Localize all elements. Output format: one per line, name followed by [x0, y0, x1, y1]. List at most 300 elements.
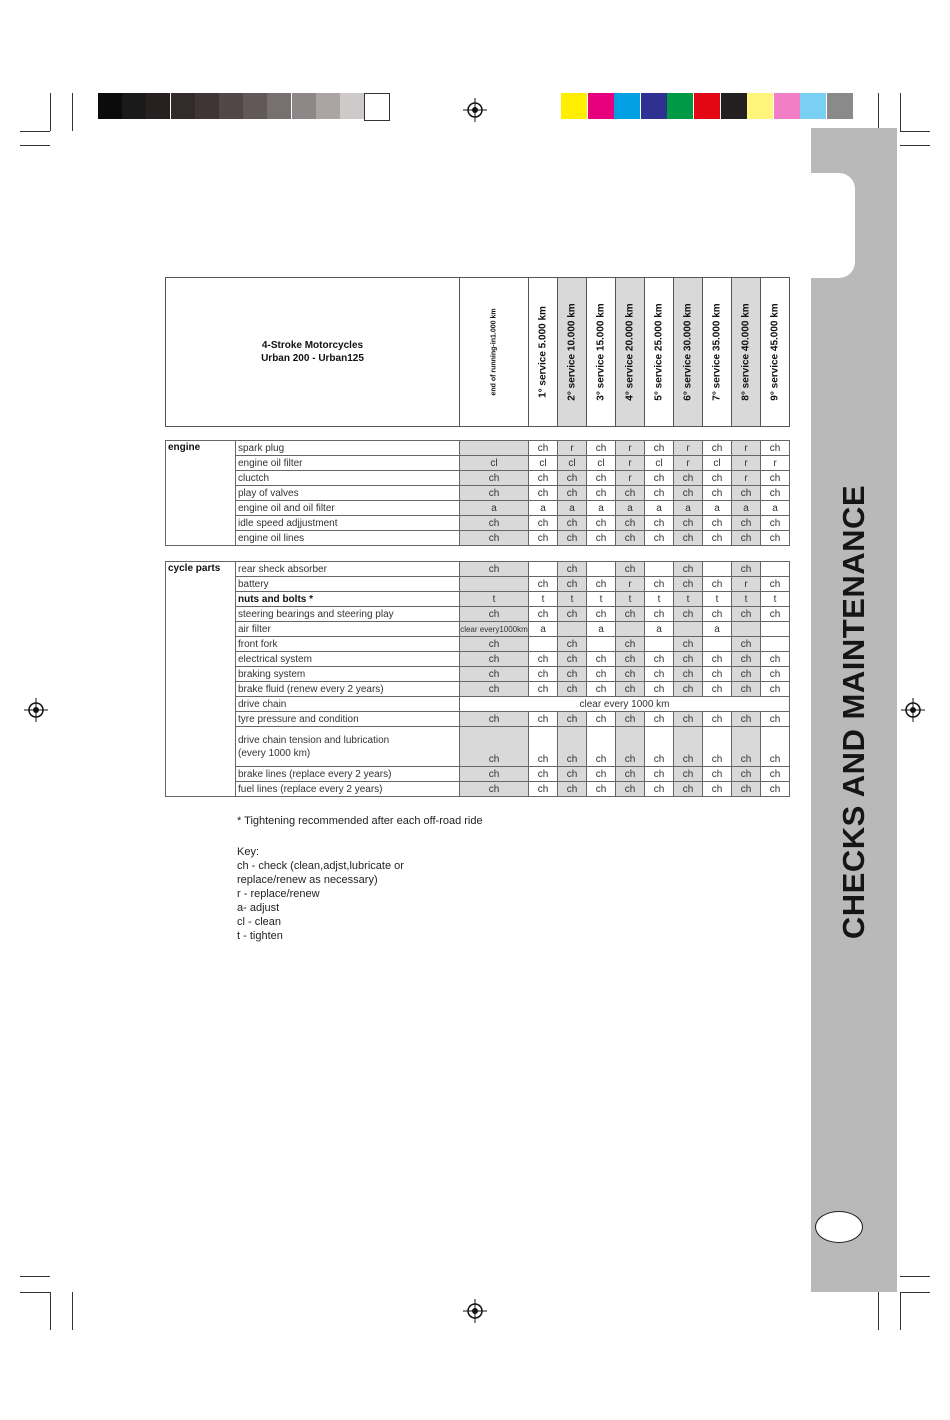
schedule-cell: a [645, 622, 674, 637]
schedule-cell: ch [529, 516, 558, 531]
table-row [166, 592, 790, 607]
schedule-cell: ch [616, 562, 645, 577]
schedule-cell: a [645, 501, 674, 516]
schedule-cell: ch [587, 767, 616, 782]
header-title-line2: Urban 200 - Urban125 [261, 353, 364, 364]
schedule-cell: a [616, 501, 645, 516]
schedule-cell: ch [587, 667, 616, 682]
schedule-cell: t [587, 592, 616, 607]
schedule-cell: a [529, 501, 558, 516]
schedule-cell: ch [674, 652, 703, 667]
header-column-label: 4° service 20.000 km [624, 303, 636, 401]
schedule-cell: ch [587, 727, 616, 767]
schedule-cell: ch [529, 486, 558, 501]
key-line: r - replace/renew [237, 888, 320, 900]
schedule-cell: ch [460, 682, 529, 697]
gray-swatch [316, 93, 340, 119]
item-name-line: drive chain tension and lubrication [238, 734, 390, 746]
category-label: cycle parts [166, 562, 236, 797]
table-row [166, 667, 790, 682]
key-line: ch - check (clean,adjst,lubricate or [237, 860, 404, 872]
schedule-cell: ch [761, 607, 790, 622]
schedule-cell: ch [529, 441, 558, 456]
schedule-cell: ch [558, 471, 587, 486]
schedule-cell: ch [674, 712, 703, 727]
header-column-label: 8° service 40.000 km [740, 303, 752, 401]
schedule-cell: ch [587, 516, 616, 531]
schedule-cell: ch [460, 767, 529, 782]
header-column-label: 2° service 10.000 km [566, 303, 578, 401]
gray-swatch [243, 93, 267, 119]
schedule-cell: t [761, 592, 790, 607]
registration-mark-top [463, 98, 487, 122]
schedule-cell: ch [703, 516, 732, 531]
schedule-cell: ch [645, 607, 674, 622]
schedule-cell: t [732, 592, 761, 607]
schedule-cell: ch [616, 531, 645, 546]
registration-mark-right [901, 698, 925, 722]
schedule-cell: ch [460, 637, 529, 652]
color-swatch [800, 93, 826, 119]
item-name: front fork [236, 637, 460, 652]
schedule-cell: ch [616, 652, 645, 667]
schedule-cell: ch [460, 607, 529, 622]
schedule-cell: ch [529, 782, 558, 797]
header-column-cell [558, 278, 587, 427]
schedule-cell: ch [529, 767, 558, 782]
schedule-cell: ch [732, 712, 761, 727]
schedule-cell: r [674, 441, 703, 456]
gray-swatch [122, 93, 146, 119]
header-column-label: 1° service 5.000 km [537, 306, 549, 398]
schedule-cell: ch [529, 531, 558, 546]
schedule-cell: ch [558, 531, 587, 546]
sidebar-tab-notch [811, 173, 855, 278]
schedule-cell: ch [529, 577, 558, 592]
schedule-cell: ch [703, 712, 732, 727]
registration-mark-left [24, 698, 48, 722]
schedule-cell: ch [558, 767, 587, 782]
schedule-cell [460, 441, 529, 456]
schedule-cell: ch [645, 727, 674, 767]
schedule-cell: r [616, 471, 645, 486]
schedule-cell [761, 622, 790, 637]
schedule-cell: ch [761, 531, 790, 546]
schedule-cell: ch [558, 727, 587, 767]
schedule-cell: ch [616, 782, 645, 797]
color-swatch [588, 93, 614, 119]
schedule-cell: t [616, 592, 645, 607]
table-row [166, 682, 790, 697]
schedule-cell: ch [616, 767, 645, 782]
schedule-cell [703, 562, 732, 577]
schedule-cell: ch [529, 652, 558, 667]
schedule-cell: ch [529, 727, 558, 767]
header-column-cell [616, 278, 645, 427]
schedule-cell [460, 577, 529, 592]
schedule-cell: cl [703, 456, 732, 471]
schedule-cell: ch [674, 607, 703, 622]
schedule-cell [529, 637, 558, 652]
schedule-cell: r [674, 456, 703, 471]
item-name: engine oil filter [236, 456, 460, 471]
schedule-cell: ch [645, 531, 674, 546]
table-row [166, 697, 790, 712]
schedule-cell: cl [558, 456, 587, 471]
schedule-cell: ch [558, 577, 587, 592]
schedule-cell: ch [460, 652, 529, 667]
schedule-cell: ch [703, 682, 732, 697]
schedule-cell: ch [645, 471, 674, 486]
schedule-cell: ch [616, 637, 645, 652]
schedule-cell: ch [529, 682, 558, 697]
schedule-cell [703, 637, 732, 652]
schedule-cell: a [703, 622, 732, 637]
table-row [166, 531, 790, 546]
schedule-cell: cl [460, 456, 529, 471]
schedule-cell: ch [645, 441, 674, 456]
table-row [166, 516, 790, 531]
schedule-cell [558, 622, 587, 637]
schedule-cell: cl [645, 456, 674, 471]
schedule-cell [616, 622, 645, 637]
header-column-cell [645, 278, 674, 427]
schedule-cell: ch [460, 712, 529, 727]
table-row [166, 501, 790, 516]
schedule-cell: ch [703, 577, 732, 592]
color-swatch [641, 93, 667, 119]
schedule-cell: ch [732, 607, 761, 622]
header-column-cell [761, 278, 790, 427]
key-line: a- adjust [237, 902, 280, 914]
schedule-cell: ch [703, 652, 732, 667]
schedule-cell: ch [460, 531, 529, 546]
schedule-cell: t [558, 592, 587, 607]
item-name: play of valves [236, 486, 460, 501]
schedule-cell: ch [761, 652, 790, 667]
table-row [166, 712, 790, 727]
schedule-cell: ch [460, 667, 529, 682]
footnote: * Tightening recommended after each off-road ride [237, 815, 483, 827]
section-title: CHECKS AND MAINTENANCE [836, 484, 871, 940]
schedule-cell: ch [674, 531, 703, 546]
table-row [166, 652, 790, 667]
table-row [166, 562, 790, 577]
schedule-cell: ch [616, 712, 645, 727]
schedule-cell: ch [674, 637, 703, 652]
item-name: battery [236, 577, 460, 592]
header-title-cell [166, 278, 460, 427]
schedule-cell [645, 562, 674, 577]
header-column-label: 3° service 15.000 km [595, 303, 607, 401]
schedule-cell: a [529, 622, 558, 637]
schedule-cell: ch [460, 471, 529, 486]
schedule-cell: ch [587, 471, 616, 486]
key-line: t - tighten [237, 930, 283, 942]
schedule-cell: ch [587, 782, 616, 797]
item-name: cluctch [236, 471, 460, 486]
item-name: rear sheck absorber [236, 562, 460, 577]
gray-swatch [340, 93, 364, 119]
schedule-cell: ch [761, 767, 790, 782]
schedule-cell [761, 562, 790, 577]
table-row [166, 471, 790, 486]
schedule-cell: ch [674, 516, 703, 531]
schedule-cell: ch [761, 516, 790, 531]
schedule-cell: ch [616, 516, 645, 531]
schedule-cell: ch [587, 486, 616, 501]
schedule-cell: ch [460, 486, 529, 501]
schedule-cell: ch [732, 682, 761, 697]
schedule-cell: ch [732, 637, 761, 652]
schedule-cell: ch [761, 577, 790, 592]
table-row [166, 727, 790, 767]
table-row [166, 637, 790, 652]
schedule-cell: ch [674, 471, 703, 486]
schedule-cell: ch [732, 767, 761, 782]
table-row [166, 456, 790, 471]
schedule-cell: ch [703, 607, 732, 622]
schedule-cell: ch [460, 782, 529, 797]
schedule-cell: ch [587, 441, 616, 456]
schedule-cell: ch [703, 782, 732, 797]
schedule-cell: ch [703, 486, 732, 501]
header-column-label: 7° service 35.000 km [711, 303, 723, 401]
schedule-cell: ch [761, 471, 790, 486]
schedule-cell: cl [529, 456, 558, 471]
schedule-cell: t [645, 592, 674, 607]
schedule-cell: ch [616, 607, 645, 622]
item-name: braking system [236, 667, 460, 682]
table-row [166, 622, 790, 637]
schedule-cell: ch [732, 727, 761, 767]
schedule-cell: ch [616, 667, 645, 682]
schedule-cell: ch [645, 516, 674, 531]
item-name: engine oil lines [236, 531, 460, 546]
schedule-cell: ch [616, 486, 645, 501]
schedule-cell: ch [761, 486, 790, 501]
header-column-label: 5° service 25.000 km [653, 303, 665, 401]
schedule-cell: a [587, 501, 616, 516]
schedule-cell: ch [732, 531, 761, 546]
schedule-cell: ch [732, 486, 761, 501]
header-column-cell [674, 278, 703, 427]
item-name: air filter [236, 622, 460, 637]
schedule-cell: cl [587, 456, 616, 471]
schedule-cell: ch [703, 441, 732, 456]
schedule-cell: ch [645, 577, 674, 592]
schedule-cell: ch [645, 652, 674, 667]
item-name: nuts and bolts * [236, 592, 460, 607]
schedule-cell: t [460, 592, 529, 607]
schedule-cell: a [558, 501, 587, 516]
schedule-cell: ch [529, 712, 558, 727]
color-swatch [667, 93, 693, 119]
schedule-cell: r [616, 577, 645, 592]
schedule-cell: ch [674, 682, 703, 697]
color-swatch [694, 93, 720, 119]
schedule-cell: ch [529, 667, 558, 682]
schedule-cell [587, 562, 616, 577]
schedule-cell: ch [732, 516, 761, 531]
schedule-cell [587, 637, 616, 652]
schedule-cell: a [587, 622, 616, 637]
schedule-cell: ch [558, 637, 587, 652]
gray-swatch [364, 93, 390, 121]
schedule-cell: t [674, 592, 703, 607]
header-column-cell [529, 278, 558, 427]
engine-maintenance-table [165, 440, 790, 546]
schedule-cell: ch [761, 441, 790, 456]
interval-note: clear every 1000 km [460, 697, 790, 712]
key-line: cl - clean [237, 916, 282, 928]
item-name: fuel lines (replace every 2 years) [236, 782, 460, 797]
schedule-cell: ch [761, 712, 790, 727]
item-name: steering bearings and steering play [236, 607, 460, 622]
schedule-cell: ch [703, 767, 732, 782]
header-title-line1: 4-Stroke Motorcycles [261, 340, 364, 351]
table-row [166, 607, 790, 622]
schedule-cell: ch [529, 607, 558, 622]
schedule-cell: r [732, 577, 761, 592]
schedule-cell: r [732, 471, 761, 486]
header-column-cell [460, 278, 529, 427]
item-name: engine oil and oil filter [236, 501, 460, 516]
schedule-cell: ch [558, 516, 587, 531]
schedule-cell: ch [674, 562, 703, 577]
schedule-cell: ch [558, 682, 587, 697]
schedule-cell: ch [558, 667, 587, 682]
header-column-label: 9° service 45.000 km [769, 303, 781, 401]
schedule-cell: ch [674, 767, 703, 782]
schedule-cell: ch [460, 727, 529, 767]
schedule-cell: ch [587, 531, 616, 546]
schedule-header-table [165, 277, 790, 427]
schedule-cell: ch [732, 782, 761, 797]
schedule-cell: ch [616, 727, 645, 767]
schedule-cell: ch [645, 767, 674, 782]
schedule-cell: ch [761, 727, 790, 767]
header-column-label: 6° service 30.000 km [682, 303, 694, 401]
header-column-label: end of running-in1.000 km [490, 308, 498, 396]
schedule-cell: ch [732, 667, 761, 682]
gray-swatch [292, 93, 316, 119]
schedule-cell: t [703, 592, 732, 607]
schedule-cell: ch [460, 562, 529, 577]
schedule-cell [732, 622, 761, 637]
item-name: brake fluid (renew every 2 years) [236, 682, 460, 697]
schedule-cell: ch [761, 682, 790, 697]
schedule-cell: ch [645, 782, 674, 797]
table-row [166, 577, 790, 592]
schedule-cell: ch [645, 667, 674, 682]
color-swatch [614, 93, 640, 119]
schedule-cell: ch [645, 682, 674, 697]
schedule-cell: ch [558, 782, 587, 797]
registration-mark-bottom [463, 1299, 487, 1323]
schedule-cell: t [529, 592, 558, 607]
schedule-cell: a [674, 501, 703, 516]
schedule-cell [674, 622, 703, 637]
header-column-cell [732, 278, 761, 427]
schedule-cell: a [732, 501, 761, 516]
table-row [166, 782, 790, 797]
schedule-cell: ch [761, 667, 790, 682]
cycle-parts-maintenance-table [165, 561, 790, 797]
color-swatch [747, 93, 773, 119]
schedule-cell: ch [674, 667, 703, 682]
schedule-cell: r [761, 456, 790, 471]
schedule-cell: ch [558, 652, 587, 667]
schedule-cell: ch [587, 607, 616, 622]
schedule-cell: r [732, 441, 761, 456]
schedule-cell: ch [761, 782, 790, 797]
schedule-cell: ch [674, 727, 703, 767]
gray-swatch [195, 93, 219, 119]
color-swatch [827, 93, 853, 119]
gray-swatch [171, 93, 195, 119]
schedule-cell: ch [587, 682, 616, 697]
schedule-cell: ch [703, 727, 732, 767]
color-swatch [561, 93, 587, 119]
schedule-cell: ch [460, 516, 529, 531]
schedule-cell: ch [587, 577, 616, 592]
schedule-cell: ch [587, 652, 616, 667]
schedule-cell [529, 562, 558, 577]
schedule-cell: ch [587, 712, 616, 727]
schedule-cell: ch [558, 607, 587, 622]
schedule-cell: a [761, 501, 790, 516]
gray-swatch [219, 93, 243, 119]
gray-swatch [146, 93, 170, 119]
item-name: electrical system [236, 652, 460, 667]
schedule-cell: clear every1000km [460, 622, 529, 637]
schedule-cell: a [703, 501, 732, 516]
schedule-cell: r [558, 441, 587, 456]
schedule-cell: r [616, 441, 645, 456]
schedule-cell: ch [558, 712, 587, 727]
item-name: idle speed adjjustment [236, 516, 460, 531]
color-swatch [774, 93, 800, 119]
header-column-cell [587, 278, 616, 427]
item-name: drive chain [236, 697, 460, 712]
schedule-cell: ch [703, 471, 732, 486]
schedule-cell: ch [558, 562, 587, 577]
schedule-cell: ch [732, 652, 761, 667]
schedule-cell: ch [674, 577, 703, 592]
schedule-cell: ch [703, 531, 732, 546]
key-title: Key: [237, 846, 260, 858]
schedule-cell: ch [703, 667, 732, 682]
schedule-cell: ch [558, 486, 587, 501]
item-name [236, 727, 460, 767]
schedule-cell [761, 637, 790, 652]
schedule-cell: r [732, 456, 761, 471]
gray-swatch [267, 93, 291, 119]
key-legend [237, 845, 404, 943]
schedule-cell: ch [674, 486, 703, 501]
schedule-cell [645, 637, 674, 652]
schedule-cell: ch [674, 782, 703, 797]
key-line: replace/renew as necessary) [237, 874, 378, 886]
schedule-cell: r [616, 456, 645, 471]
category-label: engine [166, 441, 236, 546]
color-swatch [721, 93, 747, 119]
table-row [166, 486, 790, 501]
item-name-line: (every 1000 km) [238, 747, 311, 759]
item-name: tyre pressure and condition [236, 712, 460, 727]
schedule-cell: ch [645, 712, 674, 727]
